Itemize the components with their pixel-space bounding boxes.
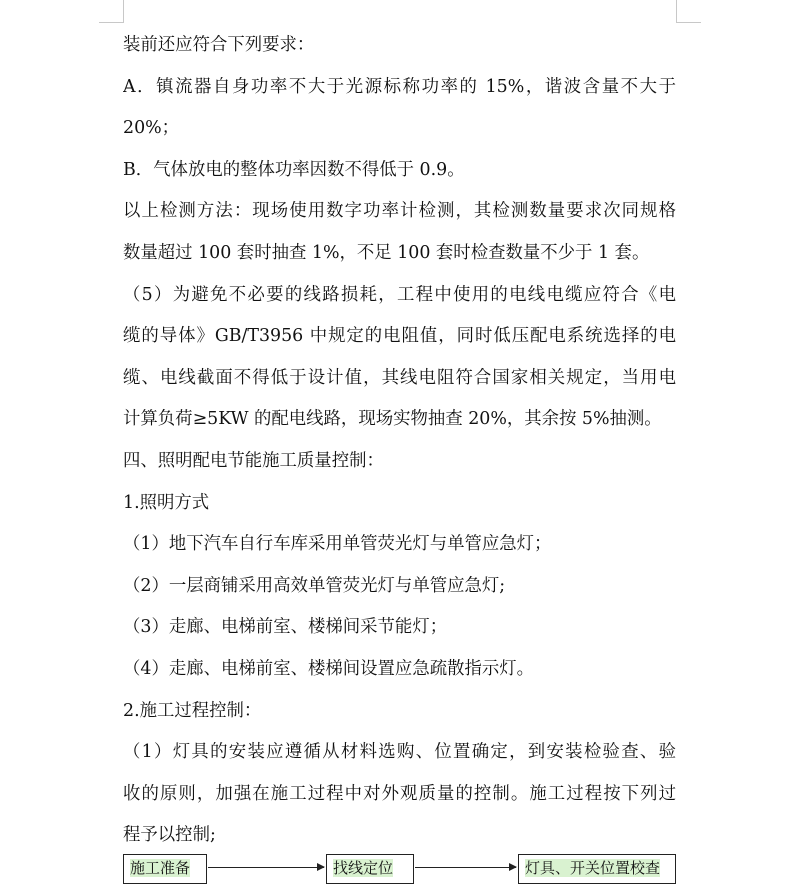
paragraph: 缆、电线截面不得低于设计值，其线电阻符合国家相关规定，当用电	[123, 367, 676, 388]
flow-step-check	[518, 854, 676, 884]
flow-step-prepare	[123, 854, 207, 884]
paragraph: （5）为避免不必要的线路损耗，工程中使用的电线电缆应符合《电	[123, 284, 676, 305]
paragraph: 计算负荷≥5KW 的配电线路，现场实物抽查 20%，其余按 5%抽测。	[123, 409, 662, 430]
paragraph: 20%；	[123, 118, 180, 139]
paragraph: （1）灯具的安装应遵循从材料选购、位置确定，到安装检验查、验	[123, 742, 676, 763]
paragraph: 数量超过 100 套时抽查 1%，不足 100 套时检查数量不少于 1 套。	[123, 242, 650, 263]
paragraph: B．气体放电的整体功率因数不得低于 0.9。	[123, 159, 465, 180]
list-item: （4）走廊、电梯前室、楼梯间设置应急疏散指示灯。	[123, 658, 535, 679]
list-item: （1）地下汽车自行车库采用单管荧光灯与单管应急灯；	[123, 534, 552, 555]
paragraph: 缆的导体》GB/T3956 中规定的电阻值，同时低压配电系统选择的电	[123, 326, 676, 347]
paragraph: 收的原则，加强在施工过程中对外观质量的控制。施工过程按下列过	[123, 783, 676, 804]
subsection-heading: 2.施工过程控制：	[123, 700, 262, 721]
document-body	[123, 25, 683, 857]
paragraph: A．镇流器自身功率不大于光源标称功率的 15%，谐波含量不大于	[123, 76, 676, 97]
flow-arrow-icon	[415, 867, 516, 868]
flow-step-locate	[326, 854, 414, 884]
process-flowchart	[123, 854, 683, 894]
paragraph: 程予以控制;	[123, 825, 216, 846]
flow-step-label: 找线定位	[333, 859, 394, 877]
subsection-heading: 1.照明方式	[123, 492, 210, 513]
list-item: （3）走廊、电梯前室、楼梯间采节能灯；	[123, 617, 448, 638]
flow-step-label: 施工准备	[130, 859, 191, 877]
flow-step-label: 灯具、开关位置校查	[525, 859, 661, 877]
page-corner-mark-right	[676, 0, 701, 23]
flow-arrow-icon	[208, 867, 324, 868]
list-item: （2）一层商铺采用高效单管荧光灯与单管应急灯;	[123, 575, 506, 596]
page-corner-mark-left	[99, 0, 124, 23]
paragraph: 装前还应符合下列要求：	[123, 35, 315, 55]
paragraph: 以上检测方法：现场使用数字功率计检测，其检测数量要求次同规格	[123, 201, 676, 222]
section-heading: 四、照明配电节能施工质量控制：	[123, 450, 384, 471]
